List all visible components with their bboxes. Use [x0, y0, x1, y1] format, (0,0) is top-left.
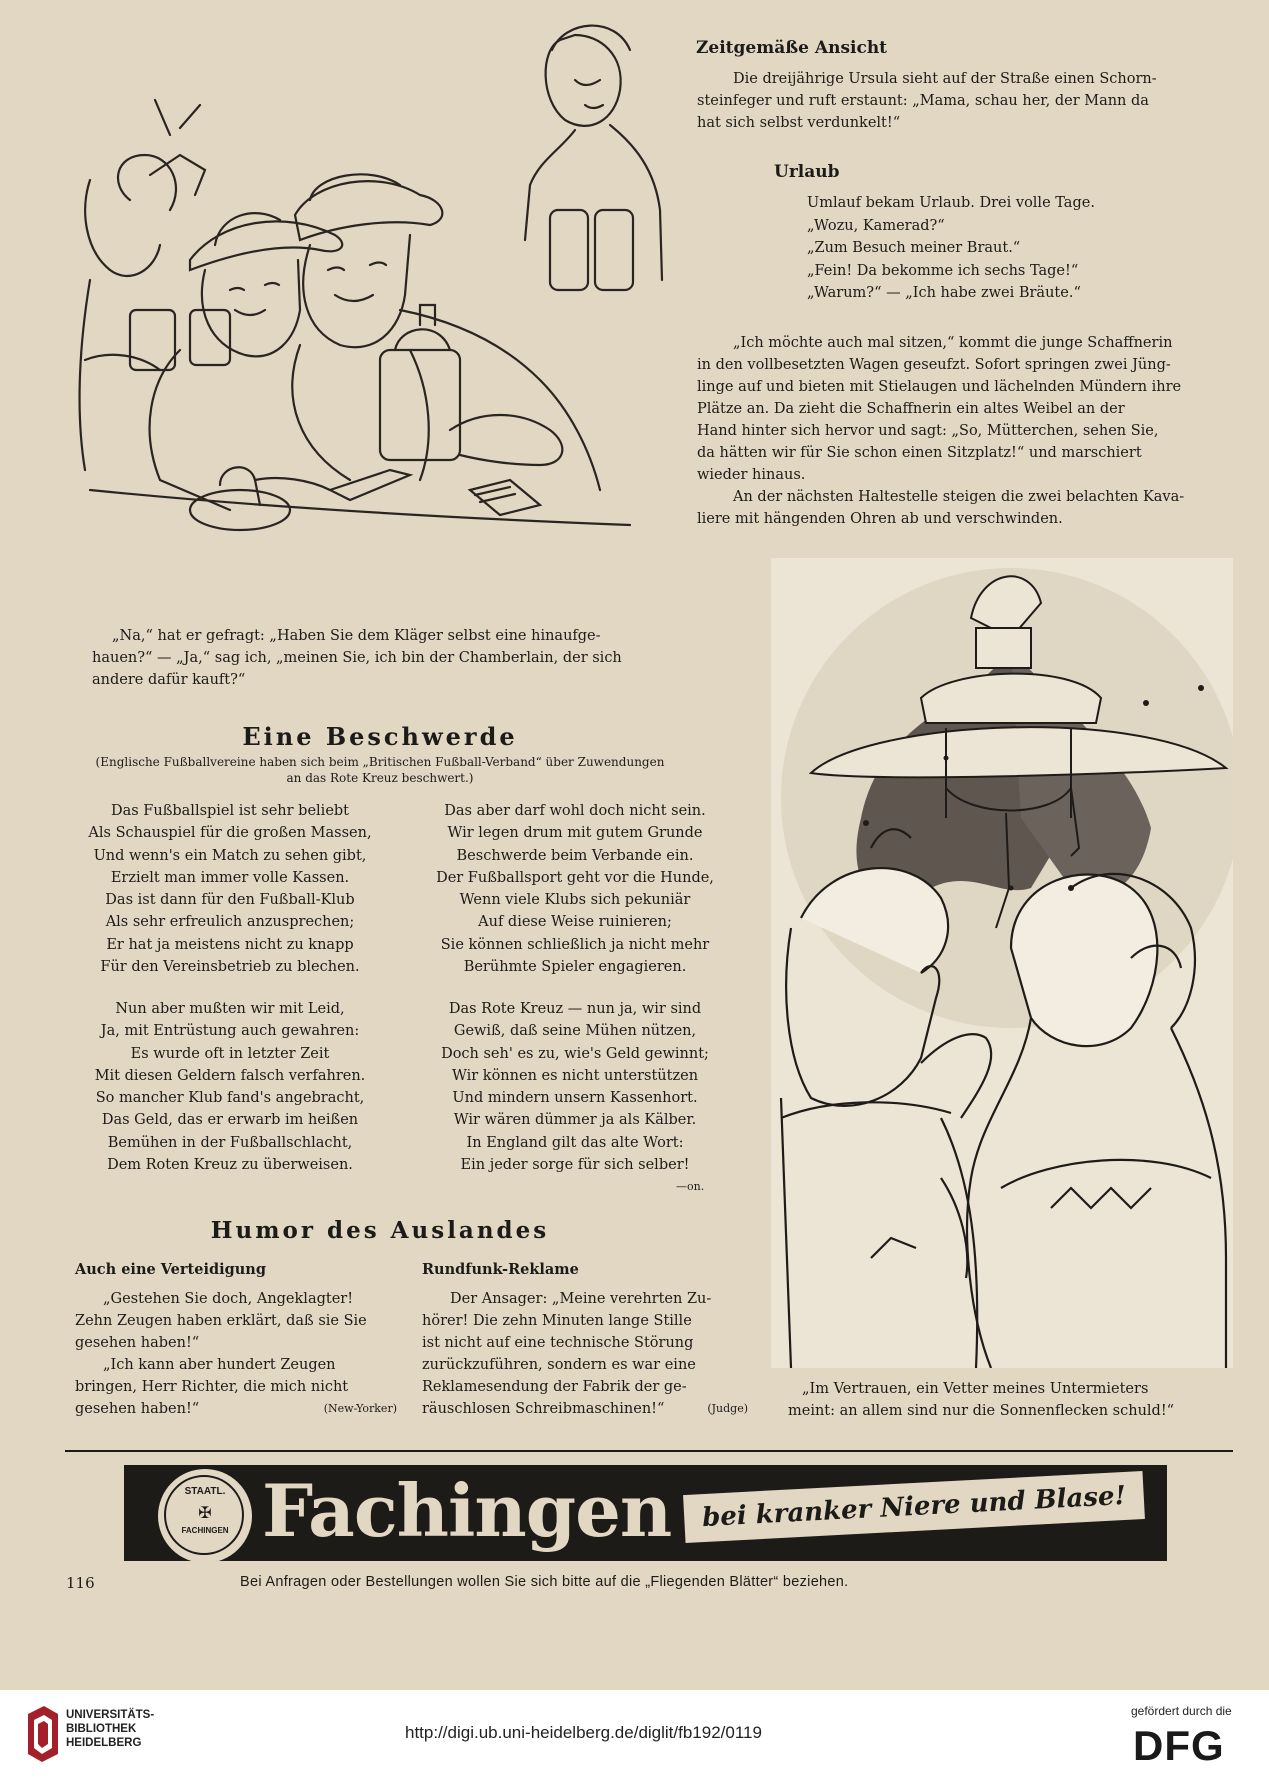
- rundfunk-line: hörer! Die zehn Minuten lange Stille: [422, 1313, 692, 1329]
- poem-line: Er hat ja meistens nicht zu knapp: [106, 936, 354, 953]
- zeitgemaesse-title: Zeitgemäße Ansicht: [696, 38, 888, 58]
- verteidigung-line: gesehen haben!“: [75, 1335, 200, 1351]
- urlaub-line: „Wozu, Kamerad?“: [807, 217, 945, 234]
- poem-line: Als sehr erfreulich anzusprechen;: [105, 914, 355, 931]
- schaffnerin-line: wieder hinaus.: [697, 467, 806, 483]
- poem-line: Nun aber mußten wir mit Leid,: [115, 1001, 345, 1017]
- cartoon-caption: [788, 1378, 1216, 1422]
- poem-line: Sie können schließlich ja nicht mehr: [440, 936, 710, 953]
- poem-line: Bemühen in der Fußballschlacht,: [107, 1134, 353, 1151]
- poem-line: Erzielt man immer volle Kassen.: [110, 869, 350, 886]
- poem-right-stanza-2: [420, 998, 730, 1176]
- rundfunk-title: Rundfunk-Reklame: [422, 1261, 579, 1278]
- pub-caption-line: „Na,“ hat er gefragt: „Haben Sie dem Kläger selbst eine hinaufge-: [112, 628, 601, 644]
- poem-line: Beschwerde beim Verbande ein.: [456, 847, 694, 864]
- verteidigung-last: gesehen haben!“: [75, 1401, 200, 1417]
- funded-by-text: gefördert durch die: [1131, 1704, 1232, 1718]
- schaffnerin-line: liere mit hängenden Ohren ab und verschwinden.: [697, 511, 1063, 527]
- verteidigung-line: [75, 1398, 397, 1420]
- verteidigung-body: [75, 1288, 397, 1420]
- zeitgemaesse-line: hat sich selbst verdunkelt!“: [697, 115, 901, 131]
- sunspot-drawing: [771, 558, 1233, 1368]
- rundfunk-line: [422, 1398, 748, 1420]
- poem-line: Das aber darf wohl doch nicht sein.: [444, 803, 706, 819]
- urlaub-line: „Zum Besuch meiner Braut.“: [807, 240, 1021, 256]
- library-name: [66, 1708, 154, 1750]
- urlaub-line: „Warum?“ — „Ich habe zwei Bräute.“: [807, 285, 1081, 301]
- fachingen-ad: [124, 1465, 1167, 1561]
- poem-signature: —on.: [676, 1180, 705, 1193]
- library-line: BIBLIOTHEK: [66, 1723, 137, 1735]
- poem-line: Ein jeder sorge für sich selber!: [460, 1157, 690, 1174]
- rundfunk-line: Reklamesendung der Fabrik der ge-: [422, 1379, 687, 1395]
- seal-bottom-text: FACHINGEN: [181, 1526, 229, 1535]
- poem-line: Es wurde oft in letzter Zeit: [130, 1045, 330, 1062]
- pub-scene-drawing: [70, 10, 670, 575]
- poem-line: Das Rote Kreuz — nun ja, wir sind: [448, 1001, 702, 1017]
- beschwerde-title: Eine Beschwerde: [242, 722, 518, 751]
- fachingen-seal: [158, 1469, 252, 1563]
- urlaub-body: [807, 192, 1095, 305]
- poem-line: Doch seh' es zu, wie's Geld gewinnt;: [441, 1045, 709, 1062]
- poem-left-stanza-1: [75, 800, 385, 978]
- rundfunk-body: [422, 1288, 748, 1420]
- urlaub-line: Umlauf bekam Urlaub. Drei volle Tage.: [807, 195, 1095, 211]
- schaffnerin-body: [697, 332, 1232, 530]
- fachingen-brand: Fachingen: [262, 1468, 672, 1553]
- poem-line: Gewiß, daß seine Mühen nützen,: [453, 1023, 697, 1040]
- zeitgemaesse-line: Die dreijährige Ursula sieht auf der Straße einen Schorn-: [733, 71, 1157, 87]
- zeitgemaesse-body: [697, 68, 1232, 134]
- poem-line: Der Fußballsport geht vor die Hunde,: [436, 869, 714, 886]
- dfg-logo: DFG: [1133, 1722, 1225, 1769]
- zeitgemaesse-line: steinfeger und ruft erstaunt: „Mama, schau her, der Mann da: [697, 93, 1149, 109]
- urlaub-line: „Fein! Da bekomme ich sechs Tage!“: [807, 262, 1079, 279]
- schaffnerin-line: Hand hinter sich hervor und sagt: „So, Mütterchen, sehen Sie,: [697, 423, 1159, 439]
- poem-line: Für den Vereinsbetrieb zu blechen.: [100, 959, 360, 976]
- rundfunk-line: Der Ansager: „Meine verehrten Zu-: [450, 1291, 712, 1307]
- poem-line: Wenn viele Klubs sich pekuniär: [459, 892, 691, 909]
- verteidigung-title: Auch eine Verteidigung: [75, 1261, 266, 1278]
- poem-line: Berühmte Spieler engagieren.: [463, 959, 687, 976]
- schaffnerin-line: linge auf und bieten mit Stielaugen und lächelnden Mündern ihre: [697, 379, 1182, 395]
- poem-line: So mancher Klub fand's angebracht,: [95, 1090, 365, 1107]
- schaffnerin-line: Plätze an. Da zieht die Schaffnerin ein altes Weibel an der: [697, 401, 1125, 417]
- pub-caption-line: hauen?“ — „Ja,“ sag ich, „meinen Sie, ich bin der Chamberlain, der sich: [92, 650, 622, 666]
- poem-line: Das Fußballspiel ist sehr beliebt: [110, 803, 350, 819]
- schaffnerin-line: An der nächsten Haltestelle steigen die zwei belachten Kava-: [733, 489, 1185, 505]
- pub-caption: [92, 625, 672, 691]
- fachingen-slogan: bei kranker Niere und Blase!: [683, 1471, 1145, 1543]
- poem-line: Mit diesen Geldern falsch verfahren.: [94, 1067, 366, 1084]
- eagle-icon: ✠: [198, 1503, 212, 1522]
- page-notice: Bei Anfragen oder Bestellungen wollen Sie sich bitte auf die „Fliegenden Blätter“ beziehen.: [240, 1574, 849, 1590]
- pub-caption-line: andere dafür kauft?“: [92, 672, 246, 688]
- poem-line: Wir wären dümmer ja als Kälber.: [453, 1112, 697, 1129]
- library-line: UNIVERSITÄTS-: [66, 1709, 155, 1721]
- verteidigung-line: Zehn Zeugen haben erklärt, daß sie Sie: [75, 1313, 367, 1329]
- poem-line: Ja, mit Entrüstung auch gewahren:: [100, 1023, 360, 1040]
- seal-top-text: STAATL.: [184, 1486, 226, 1497]
- cartoon-caption-line: „Im Vertrauen, ein Vetter meines Untermieters: [802, 1381, 1149, 1397]
- sunspot-cartoon: [771, 558, 1233, 1368]
- poem-line: Wir legen drum mit gutem Grunde: [447, 825, 703, 842]
- poem-line: Und wenn's ein Match zu sehen gibt,: [93, 847, 367, 864]
- rundfunk-line: zurückzuführen, sondern es war eine: [422, 1357, 696, 1373]
- verteidigung-source: (New-Yorker): [323, 1402, 397, 1415]
- page-number: 116: [66, 1574, 95, 1592]
- beschwerde-subtitle-line: an das Rote Kreuz beschwert.): [286, 771, 474, 785]
- schaffnerin-line: „Ich möchte auch mal sitzen,“ kommt die junge Schaffnerin: [733, 335, 1173, 351]
- poem-line: Dem Roten Kreuz zu überweisen.: [107, 1157, 353, 1174]
- beschwerde-subtitle-line: (Englische Fußballvereine haben sich beim „Britischen Fußball-Verband“ über Zuwendungen: [95, 755, 665, 769]
- poem-line: Auf diese Weise ruinieren;: [478, 914, 672, 931]
- schaffnerin-line: in den vollbesetzten Wagen geseufzt. Sofort springen zwei Jüng-: [697, 357, 1171, 373]
- footer-bar: [0, 1690, 1269, 1781]
- poem-line: Als Schauspiel für die großen Massen,: [88, 825, 372, 842]
- poem-left-stanza-2: [75, 998, 385, 1176]
- urlaub-title: Urlaub: [774, 162, 840, 182]
- poem-line: Und mindern unsern Kassenhort.: [452, 1090, 698, 1107]
- poem-line: In England gilt das alte Wort:: [466, 1134, 684, 1151]
- verteidigung-line: „Ich kann aber hundert Zeugen: [103, 1357, 336, 1373]
- ad-divider: [65, 1450, 1233, 1452]
- poem-line: Wir können es nicht unterstützen: [451, 1067, 699, 1084]
- cartoon-caption-line: meint: an allem sind nur die Sonnenflecken schuld!“: [788, 1403, 1175, 1419]
- library-logo-icon: [24, 1704, 60, 1762]
- rundfunk-last: räuschlosen Schreibmaschinen!“: [422, 1401, 665, 1417]
- rundfunk-line: ist nicht auf eine technische Störung: [422, 1335, 694, 1351]
- source-url[interactable]: http://digi.ub.uni-heidelberg.de/diglit/fb192/0119: [405, 1723, 762, 1742]
- pub-scene-illustration: [70, 10, 670, 575]
- poem-right-stanza-1: [420, 800, 730, 978]
- beschwerde-subtitle: [70, 754, 690, 786]
- humor-title: Humor des Auslandes: [210, 1217, 550, 1244]
- schaffnerin-line: da hätten wir für Sie schon einen Sitzplatz!“ und marschiert: [697, 445, 1142, 461]
- verteidigung-line: „Gestehen Sie doch, Angeklagter!: [103, 1291, 354, 1307]
- poem-line: Das ist dann für den Fußball-Klub: [105, 892, 355, 909]
- poem-line: Das Geld, das er erwarb im heißen: [101, 1112, 359, 1129]
- library-line: HEIDELBERG: [66, 1737, 142, 1749]
- rundfunk-source: (Judge): [707, 1402, 748, 1415]
- verteidigung-line: bringen, Herr Richter, die mich nicht: [75, 1379, 349, 1395]
